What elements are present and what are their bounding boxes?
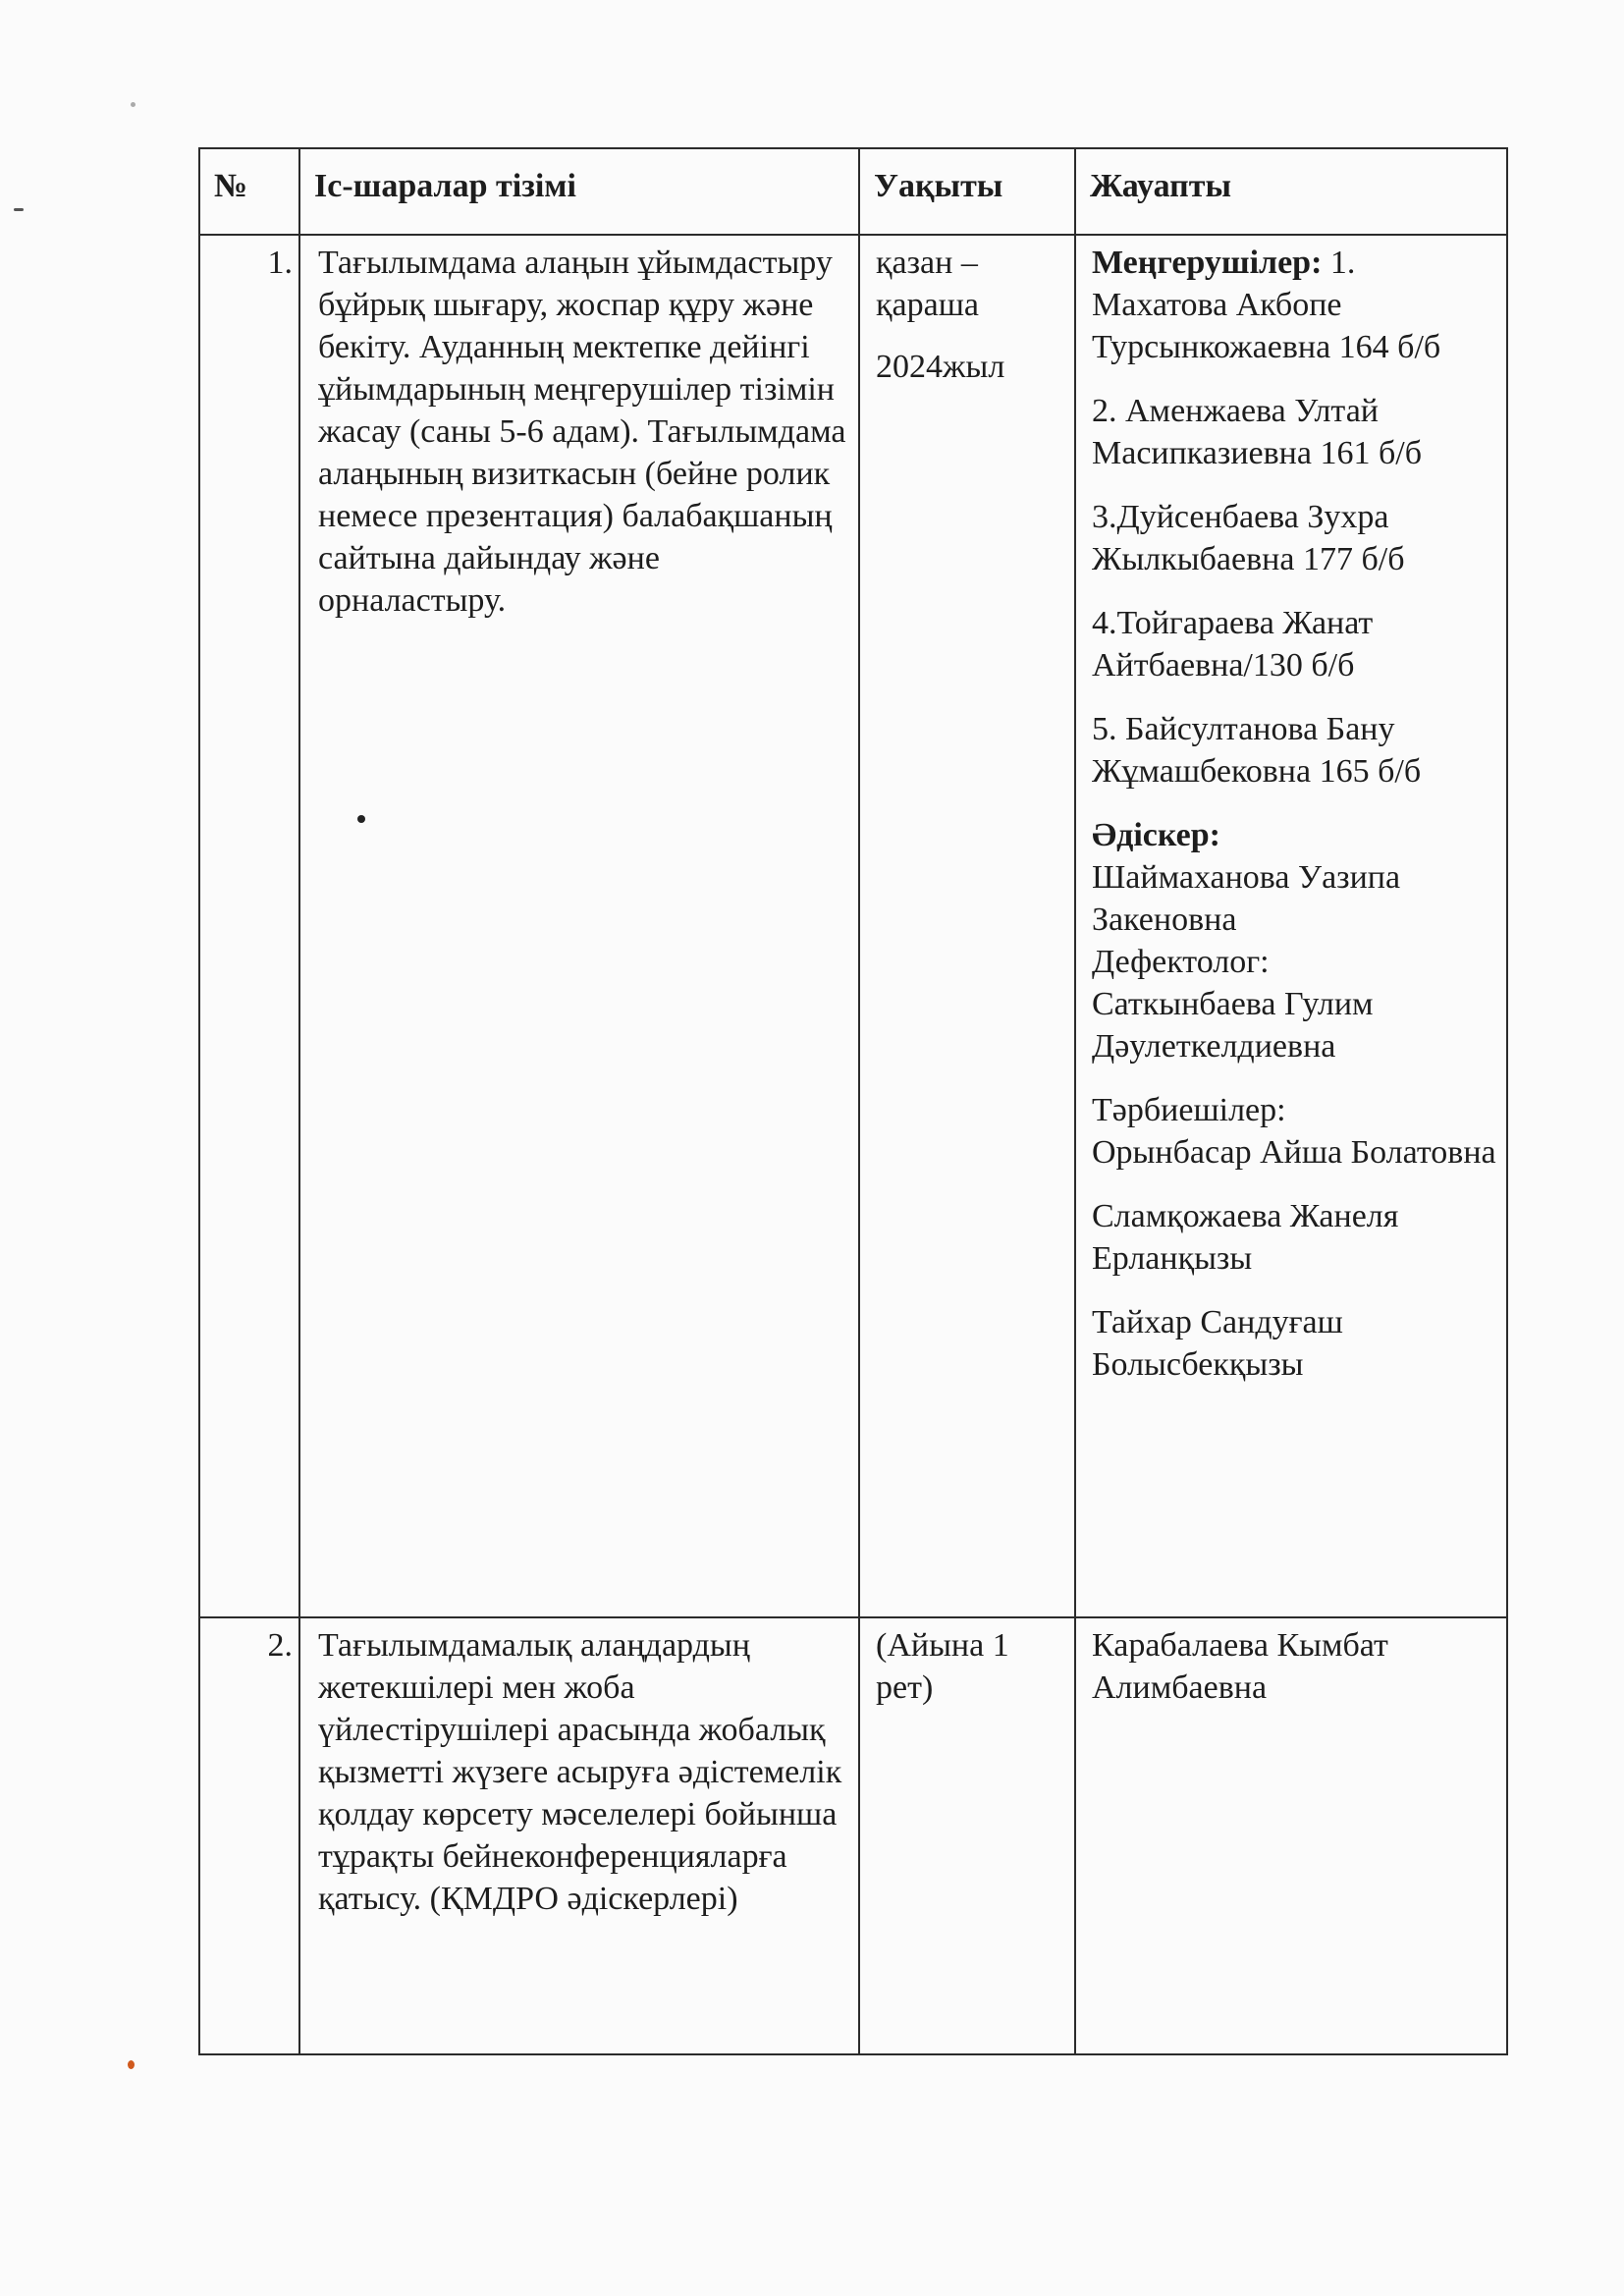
responsible-name: Карабалаева Кымбат Алимбаевна [1075, 1617, 1507, 2054]
manager-2: 2. Аменжаева Ултай Масипказиевна 161 б/б [1092, 393, 1422, 471]
managers-label: Меңгерушілер: [1092, 245, 1323, 281]
manager-5: 5. Байсултанова Бану Жұмашбековна 165 б/б [1092, 711, 1422, 790]
time-period: қазан – қараша [876, 245, 979, 323]
table-row [199, 235, 1507, 1617]
scan-speck [357, 815, 365, 823]
header-responsible: Жауапты [1075, 148, 1507, 235]
manager-4: 4.Тойгараева Жанат Айтбаевна/130 б/б [1092, 605, 1374, 683]
educator-1: Орынбасар Айша Болатовна [1092, 1134, 1496, 1171]
table-header-row [199, 148, 1507, 235]
scan-speck [128, 2060, 135, 2069]
header-time: Уақыты [859, 148, 1075, 235]
managers-block [1092, 242, 1498, 368]
activity-description: Тағылымдама алаңын ұйымдастыру бұйрық шығару, жоспар құру және бекіту. Ауданның мектепке дейінгі ұйымдарының меңгерушілер тізімін жасау (саны 5-6 адам). Тағылымдама алаңының визиткасын (бейне ролик немесе презентация) балабақшаның сайтына дайындау және орналастыру. [299, 235, 859, 1617]
scan-speck [14, 208, 24, 211]
educators-label: Тәрбиешілер: [1092, 1092, 1286, 1128]
educator-2: Сламқожаева Жанеля Ерланқызы [1092, 1198, 1399, 1277]
time-cell: (Айына 1 рет) [859, 1617, 1075, 2054]
defectologist-label: Дефектолог: [1092, 944, 1270, 980]
scan-speck [131, 102, 135, 107]
time-year: 2024жыл [876, 349, 1005, 385]
activity-plan-table [198, 147, 1508, 2055]
manager-1: 1. Махатова Акбопе Турсынкожаевна 164 б/б [1092, 245, 1441, 365]
methodist-block [1092, 814, 1498, 1067]
defectologist-name: Саткынбаева Гулим Дәулеткелдиевна [1092, 986, 1374, 1065]
educator-3: Тайхар Сандуғаш Болысбекқызы [1092, 1304, 1343, 1383]
header-number: № [199, 148, 299, 235]
row-number: 1. [199, 235, 299, 1617]
educators-block [1092, 1089, 1498, 1174]
time-cell [859, 235, 1075, 1617]
header-activity-list: Іс-шаралар тізімі [299, 148, 859, 235]
activity-description: Тағылымдамалық алаңдардың жетекшілері мен жоба үйлестірушілері арасында жобалық қызметті жүзеге асыруға әдістемелік қолдау көрсету мәселелері бойынша тұрақты бейнеконференцияларға қатысу. (ҚМДРО әдіскерлері) [299, 1617, 859, 2054]
row-number: 2. [199, 1617, 299, 2054]
methodist-label: Әдіскер: [1092, 817, 1220, 853]
methodist-name: Шаймаханова Уазипа Закеновна [1092, 859, 1401, 938]
manager-3: 3.Дуйсенбаева Зухра Жылкыбаевна 177 б/б [1092, 499, 1405, 577]
table-row [199, 1617, 1507, 2054]
responsible-cell [1075, 235, 1507, 1617]
